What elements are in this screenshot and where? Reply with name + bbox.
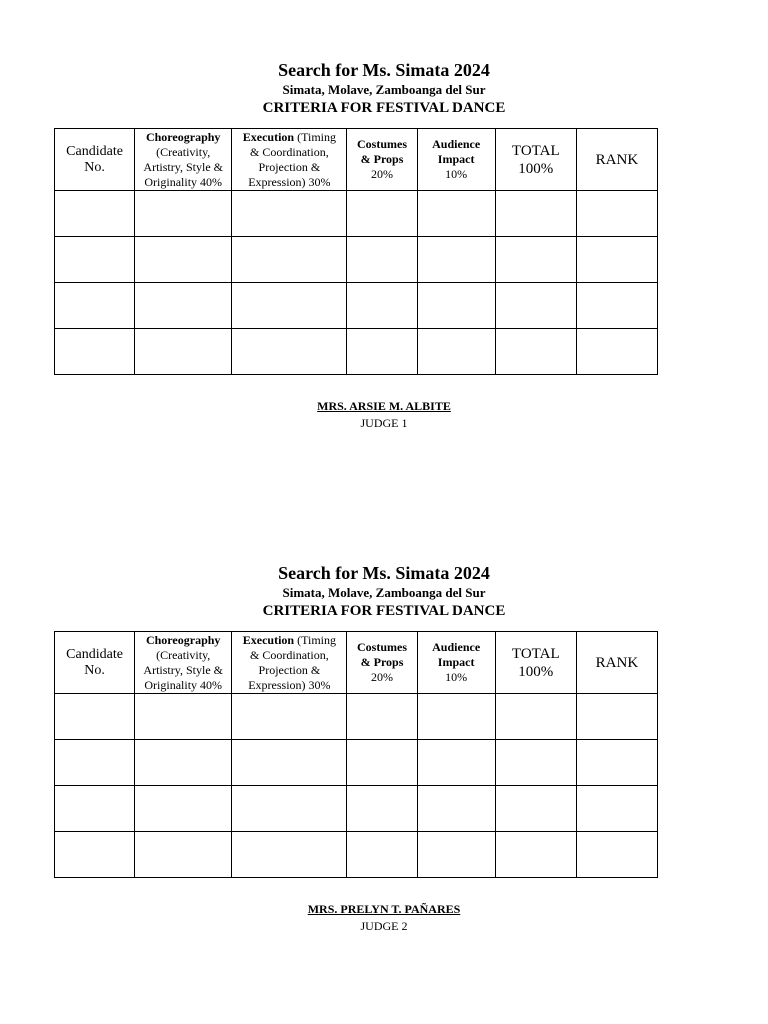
table-header-row [55, 129, 658, 191]
table-cell[interactable] [417, 283, 495, 329]
table-cell[interactable] [135, 191, 232, 237]
header-costumes-props: Costumes & Props 20% [347, 632, 417, 694]
criteria-heading: CRITERIA FOR FESTIVAL DANCE [262, 603, 506, 619]
table-cell[interactable] [576, 832, 657, 878]
table-cell[interactable] [347, 832, 417, 878]
table-row [55, 329, 658, 375]
table-cell[interactable] [55, 694, 135, 740]
header-execution: Execution (Timing & Coordination, Projection & Expression) 30% [232, 129, 347, 191]
table-cell[interactable] [576, 740, 657, 786]
header-audience-impact: Audience Impact 10% [417, 129, 495, 191]
header-total: TOTAL 100% [495, 632, 576, 694]
judge-name: MRS. PRELYN T. PAÑARES [307, 902, 461, 916]
table-cell[interactable] [135, 283, 232, 329]
table-cell[interactable] [347, 786, 417, 832]
judge-label: JUDGE 2 [360, 919, 408, 933]
judge-name: MRS. ARSIE M. ALBITE [317, 399, 451, 413]
table-row [55, 832, 658, 878]
header-rank: RANK [576, 632, 657, 694]
table-cell[interactable] [135, 329, 232, 375]
table-cell[interactable] [576, 237, 657, 283]
table-row [55, 694, 658, 740]
table-cell[interactable] [347, 283, 417, 329]
table-cell[interactable] [576, 191, 657, 237]
table-cell[interactable] [232, 237, 347, 283]
table-cell[interactable] [135, 694, 232, 740]
table-cell[interactable] [232, 694, 347, 740]
table-cell[interactable] [417, 832, 495, 878]
table-header-row [55, 632, 658, 694]
table-cell[interactable] [347, 191, 417, 237]
table-cell[interactable] [576, 329, 657, 375]
header-total: TOTAL 100% [495, 129, 576, 191]
table-cell[interactable] [495, 832, 576, 878]
scoring-table [54, 128, 658, 375]
header-choreography: Choreography (Creativity, Artistry, Style & Originality 40% [135, 632, 232, 694]
table-cell[interactable] [417, 329, 495, 375]
table-cell[interactable] [495, 694, 576, 740]
table-cell[interactable] [135, 237, 232, 283]
table-cell[interactable] [232, 740, 347, 786]
table-cell[interactable] [417, 740, 495, 786]
header-execution: Execution (Timing & Coordination, Projection & Expression) 30% [232, 632, 347, 694]
table-cell[interactable] [135, 740, 232, 786]
table-cell[interactable] [417, 191, 495, 237]
header-candidate-no: Candidate No. [55, 129, 135, 191]
table-cell[interactable] [417, 694, 495, 740]
table-cell[interactable] [347, 329, 417, 375]
table-cell[interactable] [232, 329, 347, 375]
table-cell[interactable] [417, 237, 495, 283]
table-cell[interactable] [495, 786, 576, 832]
table-cell[interactable] [135, 786, 232, 832]
header-candidate-no: Candidate No. [55, 632, 135, 694]
header-audience-impact: Audience Impact 10% [417, 632, 495, 694]
table-cell[interactable] [347, 694, 417, 740]
table-row [55, 786, 658, 832]
table-cell[interactable] [55, 191, 135, 237]
table-row [55, 191, 658, 237]
location-subtitle: Simata, Molave, Zamboanga del Sur [282, 585, 486, 600]
table-cell[interactable] [495, 283, 576, 329]
table-cell[interactable] [232, 832, 347, 878]
pageant-title: Search for Ms. Simata 2024 [278, 563, 490, 583]
table-cell[interactable] [495, 740, 576, 786]
header-rank: RANK [576, 129, 657, 191]
table-cell[interactable] [55, 832, 135, 878]
table-cell[interactable] [232, 283, 347, 329]
table-cell[interactable] [232, 786, 347, 832]
header-costumes-props: Costumes & Props 20% [347, 129, 417, 191]
table-cell[interactable] [135, 832, 232, 878]
header-choreography: Choreography (Creativity, Artistry, Style & Originality 40% [135, 129, 232, 191]
table-row [55, 283, 658, 329]
table-cell[interactable] [55, 329, 135, 375]
table-row [55, 740, 658, 786]
criteria-heading: CRITERIA FOR FESTIVAL DANCE [262, 100, 506, 116]
judge-label: JUDGE 1 [360, 416, 408, 430]
table-cell[interactable] [417, 786, 495, 832]
table-cell[interactable] [347, 740, 417, 786]
table-row [55, 237, 658, 283]
table-cell[interactable] [576, 283, 657, 329]
scoring-table [54, 631, 658, 878]
table-cell[interactable] [495, 191, 576, 237]
table-cell[interactable] [576, 694, 657, 740]
table-cell[interactable] [495, 237, 576, 283]
table-cell[interactable] [55, 237, 135, 283]
pageant-title: Search for Ms. Simata 2024 [278, 60, 490, 80]
table-cell[interactable] [55, 740, 135, 786]
table-cell[interactable] [55, 283, 135, 329]
location-subtitle: Simata, Molave, Zamboanga del Sur [282, 82, 486, 97]
table-cell[interactable] [232, 191, 347, 237]
table-cell[interactable] [347, 237, 417, 283]
table-cell[interactable] [55, 786, 135, 832]
table-cell[interactable] [495, 329, 576, 375]
table-cell[interactable] [576, 786, 657, 832]
